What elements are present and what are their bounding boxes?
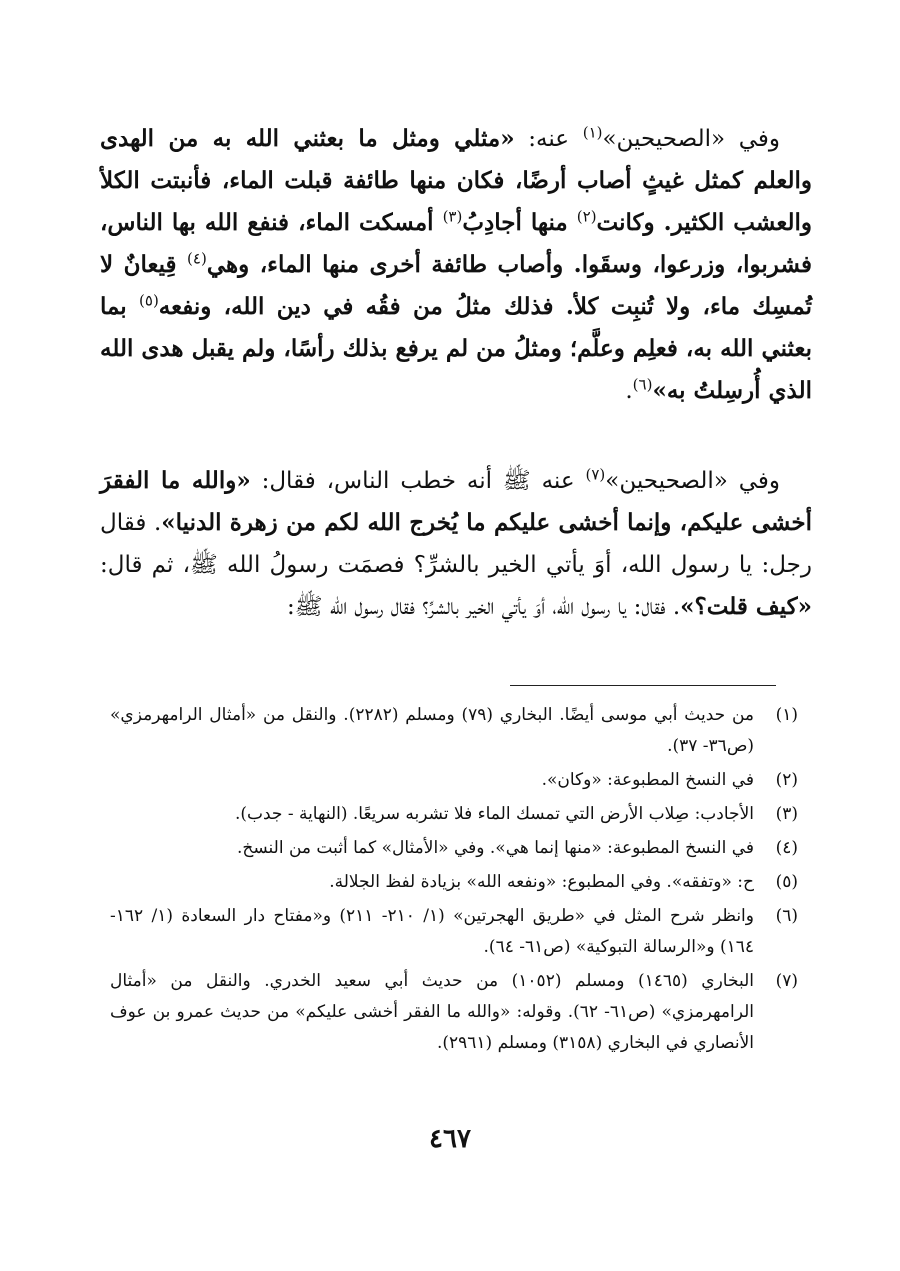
footnote-number: (٤)	[775, 838, 798, 858]
paragraph-end: .	[625, 378, 633, 404]
footnote-item	[110, 901, 798, 963]
page-number: ٤٦٧	[429, 1124, 471, 1154]
paragraph-lead: عنه:	[514, 126, 583, 152]
footnote-text: في النسخ المطبوعة: «وكان».	[541, 770, 754, 790]
footnote-ref-6: (٦)	[632, 375, 653, 394]
hadith-quote: «كيف قلت؟»	[680, 593, 812, 620]
main-text-paragraph-1	[100, 118, 812, 412]
footnote-number: (١)	[775, 705, 798, 725]
footnote-number: (٥)	[775, 872, 798, 892]
paragraph-lead: عنه ﷺ أنه خطب الناس، فقال:	[250, 468, 586, 494]
footnote-text: ح: «وتفقه». وفي المطبوع: «ونفعه الله» بزيادة لفظ الجلالة.	[329, 872, 754, 892]
quote-part: قِيعانٌ لا تُمسِك ماء، ولا تُنبِت كلأ. فذلك مثلُ من فقُه في دين الله، ونفعه	[100, 251, 812, 320]
footnote-item	[110, 966, 798, 1059]
hadith-quote: «والله ما الفقرَ أخشى عليكم، وإنما أخشى عليكم ما يُخرج الله لكم من زهرة الدنيا»	[100, 467, 812, 536]
footnote-separator	[510, 685, 776, 686]
quote-part: منها أجادِبُ	[462, 209, 577, 236]
footnote-number: (٦)	[775, 906, 798, 926]
paragraph-intro: وفي «الصحيحين»	[602, 126, 780, 152]
footnote-ref-3: (٣)	[442, 207, 463, 226]
footnotes-section	[110, 700, 798, 1062]
footnote-ref-4: (٤)	[187, 249, 207, 268]
footnote-text: البخاري (١٤٦٥) ومسلم (١٠٥٢) من حديث أبي سعيد الخدري. والنقل من «أمثال الرامهرمزي» (ص٦١- ٦٢). وقوله: «والله ما الفقر أخشى عليكم» من حديث عمرو بن عوف الأنصاري في البخاري (٣١٥٨) ومسلم (٢٩٦١).	[110, 971, 754, 1053]
hadith-quote	[100, 125, 812, 404]
footnote-item	[110, 799, 798, 830]
footnote-ref-5: (٥)	[139, 291, 159, 310]
quote-part: بما بعثني الله به، فعلِم وعلَّم؛ ومثلُ من لم يرفع بذلك رأسًا، ولم يقبل هدى الله الذي أُرسِلتُ به»	[100, 293, 812, 404]
quote-part: أمسكت الماء، فنفع الله بها الناس، فشربوا، وزرعوا، وسقَوا. وأصاب طائفة أخرى منها الماء، وهي	[100, 209, 813, 278]
narrative-text: . فقال: يا رسول الله، أوَ يأتي الخير بالشرِّ؟ فقال رسول الله ﷺ:	[287, 594, 681, 620]
main-text-paragraph-2	[100, 460, 812, 628]
footnote-item	[110, 867, 798, 898]
paragraph-intro: وفي «الصحيحين»	[605, 468, 781, 494]
footnote-number: (٢)	[775, 770, 798, 790]
quote-part: «مثلي ومثل ما بعثني الله به من الهدى والعلم كمثل غيثٍ أصاب أرضًا، فكان منها طائفة قبلت الماء، فأنبتت الكلأ والعشب الكثير. وكانت	[100, 125, 813, 236]
footnote-text: وانظر شرح المثل في «طريق الهجرتين» (١/ ٢١٠- ٢١١) و«مفتاح دار السعادة (١/ ١٦٢- ١٦٤) و«الرسالة التبوكية» (ص٦١- ٦٤).	[110, 906, 754, 957]
footnote-text: الأجادب: صِلاب الأرض التي تمسك الماء فلا تشربه سريعًا. (النهاية - جدب).	[234, 804, 754, 824]
footnote-ref-2: (٢)	[576, 207, 597, 226]
footnote-item	[110, 700, 798, 762]
footnote-text: في النسخ المطبوعة: «منها إنما هي». وفي «الأمثال» كما أثبت من النسخ.	[236, 838, 754, 858]
footnote-ref-7: (٧)	[585, 465, 606, 484]
footnote-number: (٣)	[775, 804, 798, 824]
footnote-ref-1: (١)	[582, 123, 603, 142]
footnote-item	[110, 833, 798, 864]
footnote-text: من حديث أبي موسى أيضًا. البخاري (٧٩) ومسلم (٢٢٨٢). والنقل من «أمثال الرامهرمزي» (ص٣٦- ٣٧).	[110, 705, 754, 756]
footnote-number: (٧)	[775, 971, 798, 991]
footnote-item	[110, 765, 798, 796]
narrative-text: . فقال رجل: يا رسول الله، أوَ يأتي الخير بالشرِّ؟ فصمَت رسولُ الله ﷺ، ثم قال:	[100, 510, 812, 578]
